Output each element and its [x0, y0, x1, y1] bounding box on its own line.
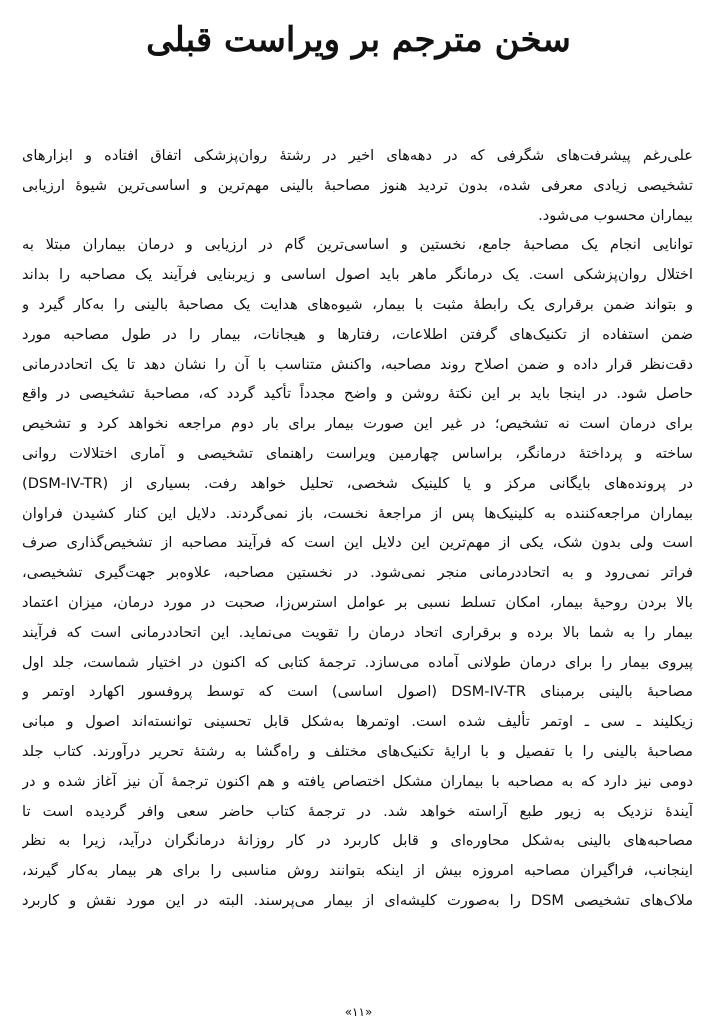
text-line: اختلال روان‌پزشکی است. یک درمانگر ماهر باید اصول اساسی و زیربنایی فرآیند یک مصاحبه را بداند — [22, 266, 693, 284]
text-line: دقت‌نظر قرار داده و ضمن اصلاح روند مصاحبه، واکنش متناسب با آن را نشان دهد تا یک اتحاددرمانی — [22, 355, 693, 373]
text-line: علی‌رغم پیشرفت‌های شگرفی که در دهه‌های اخیر در رشتهٔ روان‌پزشکی اتفاق افتاده و ابزارهای — [22, 147, 693, 164]
text-line: پیروی بیمار را برای درمان طولانی آماده می‌سازد. ترجمهٔ کتابی که اکنون در اختیار شماست، جلد اول — [22, 653, 693, 671]
text-line: فراتر نمی‌رود و به اتحاددرمانی منجر نمی‌شود. در نخستین مصاحبه، علاوه‌بر جهت‌گیری تشخیصی، — [22, 564, 693, 582]
text-line: آیندهٔ نزدیک به زیور طبع آراسته خواهد شد. در ترجمهٔ کتاب حاضر سعی وافر گردیده است تا — [22, 802, 693, 820]
text-line: است ولی بدون شک، یکی از مهم‌ترین این دلایل این است که فرآیند مصاحبه از تشخیص‌گذاری صرف — [22, 534, 693, 552]
page-number: «۱۱» — [344, 1005, 373, 1019]
text-line: دومی نیز دارد که به مصاحبه با بیماران مشکل اختصاص یافته و هم اکنون ترجمهٔ آن نیز آغاز شده و در — [22, 772, 693, 790]
text-line: بیماران محسوب می‌شود. — [538, 206, 693, 224]
text-line: ضمن استفاده از تکنیک‌های گرفتن اطلاعات، رفتارها و هیجانات، بیمار را در طول مصاحبه مورد — [22, 325, 693, 343]
text-line: مصاحبهٔ بالینی برمبنای DSM-IV-TR (اصول اساسی) است که توسط پروفسور اکهارد اوتمر و — [22, 683, 693, 701]
text-line: اینجانب، فراگیران مصاحبه امروزه بیش از اینکه بتوانند روش مناسبی را برای هر بیمار به‌کار گیرند، — [22, 862, 693, 880]
text-line: تشخیصی زیادی معرفی شده، بدون تردید هنوز مصاحبهٔ بالینی مهم‌ترین و اساسی‌ترین شیوهٔ ارزیابی — [22, 176, 693, 194]
text-line: (DSM-IV-TR) در پرونده‌های بایگانی مرکز و یا کلینیک شخصی، تحلیل خواهد رفت. بسیاری از — [22, 474, 693, 492]
body-text — [22, 141, 693, 916]
text-line: برای درمان است نه تشخیص؛ در غیر این صورت بیمار برای بار دوم مراجعه نخواهد کرد و تشخیص — [22, 415, 693, 433]
text-line: ملاک‌های تشخیصی DSM را به‌صورت کلیشه‌ای از بیمار می‌پرسند. البته در این مورد نقش و کاربرد — [22, 891, 693, 909]
text-line: زیکلیند ـ سی ـ اوتمر تألیف شده است. اوتمرها به‌شکل قابل تحسینی توانسته‌اند اصول و مبانی — [22, 713, 693, 731]
text-line: مصاحبهٔ بالینی را با تفصیل و با ارایهٔ تکنیک‌های مختلف و راه‌گشا به رشتهٔ تحریر درآورند. کتاب جلد — [22, 742, 693, 760]
text-line: توانایی انجام یک مصاحبهٔ جامع، نخستین و اساسی‌ترین گام در ارزیابی و درمان بیماران مبتلا به — [22, 236, 693, 254]
text-line: حاصل شود. در اینجا باید بر این نکتهٔ روشن و واضح مجدداً تأکید گردد که، مصاحبهٔ تشخیصی در واقع — [22, 385, 693, 403]
text-line: مصاحبه‌های بالینی به‌شکل محاوره‌ای و قابل کاربرد در کار روزانهٔ درمانگران درآید، زیرا به نظر — [22, 832, 693, 850]
text-line: و بتواند ضمن برقراری یک رابطهٔ مثبت با بیمار، شیوه‌های هدایت یک مصاحبهٔ بالینی را به‌کار گیرد و — [22, 295, 693, 313]
page-title: سخن مترجم بر ویراست قبلی — [146, 20, 571, 60]
text-line: بیمار را به شما بالا برده و برقراری اتحاد درمان را تقویت می‌نماید. این اتحاددرمانی است که فرآیند — [22, 623, 693, 641]
text-line: ساخته و پرداختهٔ درمانگر، براساس چهارمین ویراست راهنمای تشخیصی و آماری اختلالات روانی — [22, 444, 693, 462]
text-line: بیماران مراجعه‌کننده به کلینیک‌ها پس از مراجعهٔ نخست، باز نمی‌گردند. دلایل این کنار کشیدن فراوان — [22, 504, 693, 522]
text-line: بالا بردن روحیهٔ بیمار، امکان تسلط نسبی بر عوامل استرس‌زا، صحبت در مورد درمان، میزان اعتماد — [22, 593, 693, 611]
